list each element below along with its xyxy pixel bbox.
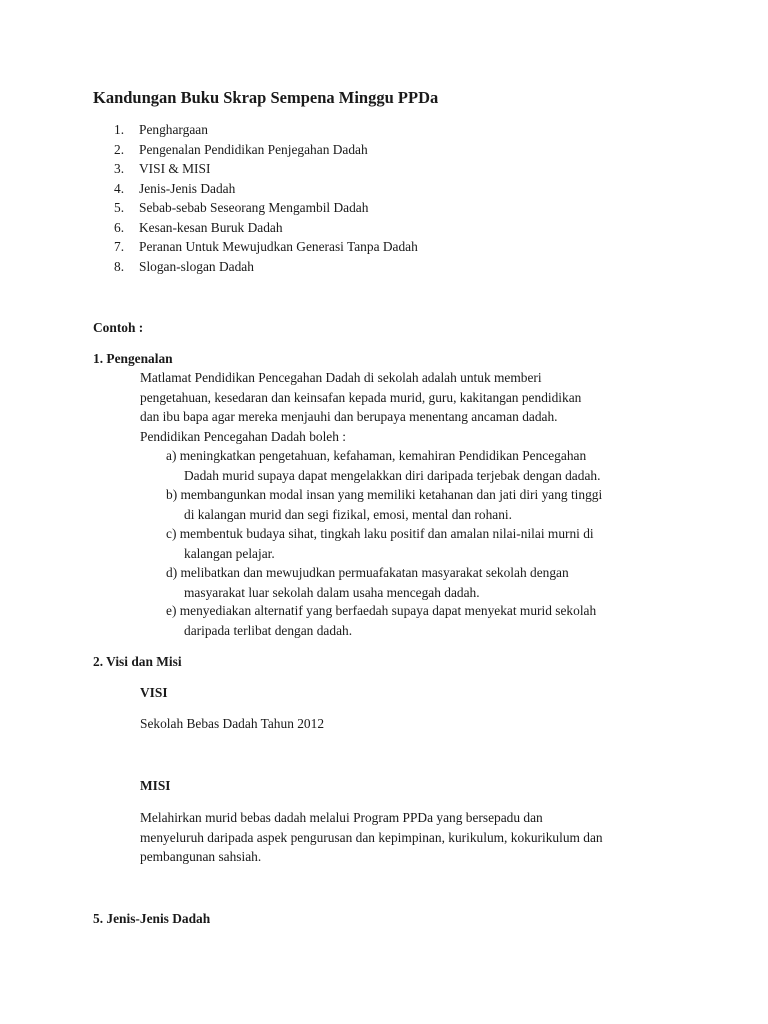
list-item-line: daripada terlibat dengan dadah. bbox=[184, 622, 353, 638]
toc-item bbox=[114, 259, 254, 275]
misi-line: Melahirkan murid bebas dadah melalui Program PPDa yang bersepadu dan bbox=[140, 810, 543, 825]
list-item-line: e) menyediakan alternatif yang berfaedah supaya dapat menyekat murid sekolah bbox=[166, 603, 597, 618]
toc-item-label: Penghargaan bbox=[139, 122, 208, 137]
toc-item-label: Peranan Untuk Mewujudkan Generasi Tanpa Dadah bbox=[139, 239, 418, 254]
example-label: Contoh : bbox=[93, 320, 144, 335]
list-item-line: c) membentuk budaya sihat, tingkah laku positif dan amalan nilai-nilai murni di bbox=[166, 526, 594, 541]
toc-item-number: 3. bbox=[114, 161, 125, 176]
toc-item-label: Jenis-Jenis Dadah bbox=[139, 180, 236, 196]
toc-item bbox=[114, 220, 283, 236]
misi-line: menyeluruh daripada aspek pengurusan dan kepimpinan, kurikulum, kokurikulum dan bbox=[140, 829, 603, 845]
paragraph-line: Pendidikan Pencegahan Dadah boleh : bbox=[140, 428, 347, 444]
toc-item bbox=[114, 122, 208, 138]
list-item-line: d) melibatkan dan mewujudkan permuafakatan masyarakat sekolah dengan bbox=[166, 565, 569, 580]
toc-item-label: VISI & MISI bbox=[139, 161, 211, 176]
paragraph-line: Matlamat Pendidikan Pencegahan Dadah di sekolah adalah untuk memberi bbox=[140, 370, 542, 385]
toc-item-number: 5. bbox=[114, 200, 125, 215]
list-item-line: a) meningkatkan pengetahuan, kefahaman, kemahiran Pendidikan Pencegahan bbox=[166, 448, 587, 463]
toc-item-number: 7. bbox=[114, 239, 125, 254]
toc-item bbox=[114, 142, 368, 158]
toc-item bbox=[114, 181, 235, 197]
misi-label: MISI bbox=[140, 778, 171, 793]
list-item-line: Dadah murid supaya dapat mengelakkan diri daripada terjebak dengan dadah. bbox=[184, 467, 601, 483]
section-heading: 2. Visi dan Misi bbox=[93, 654, 182, 669]
toc-item-number: 2. bbox=[114, 141, 125, 157]
toc-item-number: 1. bbox=[114, 122, 125, 137]
list-item-line: masyarakat luar sekolah dalam usaha mencegah dadah. bbox=[184, 584, 480, 600]
misi-line: pembangunan sahsiah. bbox=[140, 849, 262, 864]
paragraph-line: dan ibu bapa agar mereka menjauhi dan berupaya menentang ancaman dadah. bbox=[140, 409, 558, 424]
toc-item bbox=[114, 161, 210, 177]
paragraph-line: pengetahuan, kesedaran dan keinsafan kepada murid, guru, kakitangan pendidikan bbox=[140, 389, 582, 405]
section-heading: 5. Jenis-Jenis Dadah bbox=[93, 911, 211, 926]
toc-item-number: 6. bbox=[114, 219, 125, 235]
toc-item-label: Kesan-kesan Buruk Dadah bbox=[139, 219, 283, 235]
visi-text: Sekolah Bebas Dadah Tahun 2012 bbox=[140, 716, 325, 731]
toc-item-label: Slogan-slogan Dadah bbox=[139, 258, 254, 274]
toc-item bbox=[114, 239, 418, 255]
list-item-line: b) membangunkan modal insan yang memiliki ketahanan dan jati diri yang tinggi bbox=[166, 487, 603, 502]
toc-item-label: Sebab-sebab Seseorang Mengambil Dadah bbox=[139, 200, 369, 215]
document-title: Kandungan Buku Skrap Sempena Minggu PPDa bbox=[93, 88, 439, 107]
section-heading: 1. Pengenalan bbox=[93, 351, 173, 366]
toc-item-number: 8. bbox=[114, 258, 125, 274]
list-item-line: di kalangan murid dan segi fizikal, emosi, mental dan rohani. bbox=[184, 506, 512, 522]
toc-item-label: Pengenalan Pendidikan Penjegahan Dadah bbox=[139, 141, 368, 157]
toc-item bbox=[114, 200, 368, 216]
list-item-line: kalangan pelajar. bbox=[184, 545, 275, 561]
toc-item-number: 4. bbox=[114, 180, 125, 196]
visi-label: VISI bbox=[140, 685, 168, 700]
